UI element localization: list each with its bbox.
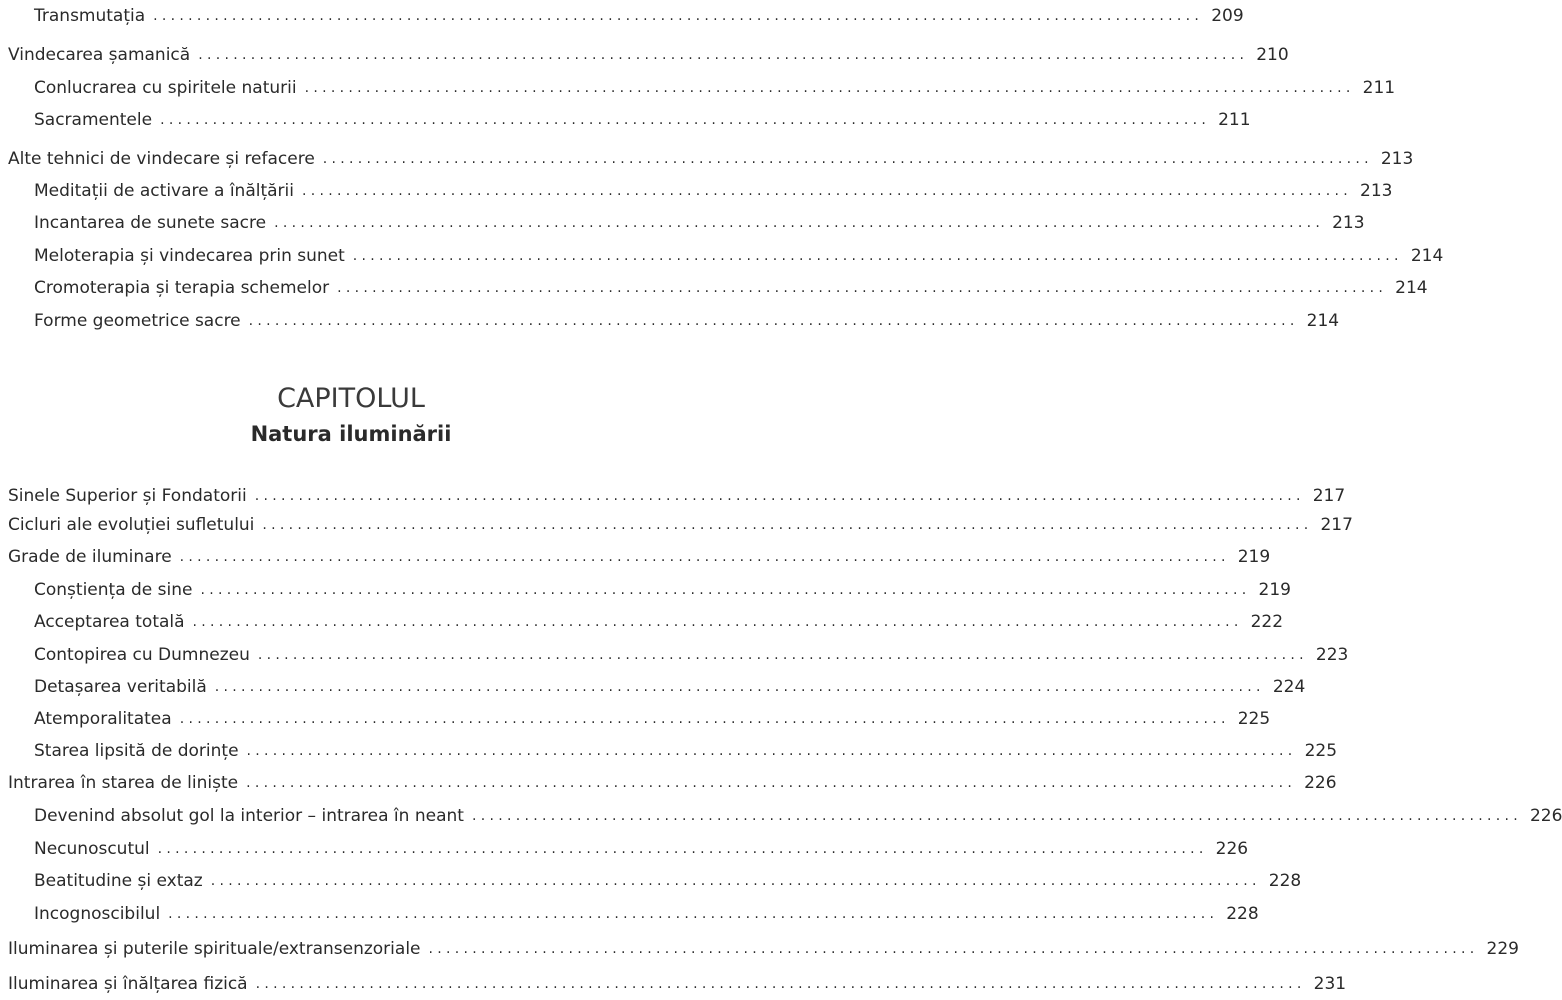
toc-entry-page: 209 — [1211, 6, 1244, 26]
dot-leader: ........................................................................................................................ — [246, 743, 1297, 759]
dot-leader: ........................................................................................................................ — [322, 151, 1373, 167]
toc-entry[interactable] — [8, 970, 1347, 994]
dot-leader: ........................................................................................................................ — [153, 8, 1204, 24]
toc-entry[interactable] — [34, 705, 1271, 729]
dot-leader: ........................................................................................................................ — [246, 775, 1297, 791]
toc-entry-label: Meditații de activare a înălțării — [34, 181, 294, 201]
toc-entry-page: 219 — [1237, 547, 1271, 567]
dot-leader: ........................................................................................................................ — [255, 976, 1306, 992]
toc-entry[interactable] — [8, 482, 1346, 506]
toc-entry-label: Forme geometrice sacre — [34, 311, 241, 331]
toc-entry-label: Necunoscutul — [34, 839, 150, 859]
dot-leader: ........................................................................................................................ — [179, 549, 1230, 565]
toc-entry-label: Atemporalitatea — [34, 709, 172, 729]
toc-entry-page: 210 — [1256, 45, 1289, 65]
dot-leader: ........................................................................................................................ — [192, 614, 1243, 630]
toc-entry[interactable] — [8, 935, 1519, 959]
dot-leader: ........................................................................................................................ — [301, 183, 1353, 199]
toc-entry-label: Iluminarea și puterile spirituale/extransenzoriale — [8, 939, 421, 959]
toc-entry[interactable] — [34, 576, 1291, 600]
toc-entry[interactable] — [34, 274, 1428, 298]
dot-leader: ........................................................................................................................ — [200, 582, 1251, 598]
toc-entry-page: 222 — [1250, 612, 1284, 632]
toc-entry[interactable] — [34, 802, 1562, 826]
toc-entry-page: 231 — [1313, 974, 1347, 994]
toc-entry-page: 225 — [1237, 709, 1271, 729]
toc-entry-label: Cicluri ale evoluției sufletului — [8, 515, 255, 535]
toc-entry-label: Acceptarea totală — [34, 612, 185, 632]
dot-leader: ........................................................................................................................ — [257, 647, 1308, 663]
dot-leader: ........................................................................................................................ — [337, 280, 1388, 296]
toc-entry-label: Grade de iluminare — [8, 547, 172, 567]
toc-entry-label: Iluminarea și înălțarea fizică — [8, 974, 248, 994]
dot-leader: ........................................................................................................................ — [198, 47, 1249, 63]
toc-entry-label: Vindecarea șamanică — [8, 45, 191, 65]
toc-entry[interactable] — [34, 106, 1251, 130]
toc-entry-page: 213 — [1360, 181, 1393, 201]
toc-entry[interactable] — [34, 2, 1244, 26]
toc-entry[interactable] — [34, 673, 1306, 697]
toc-entry-page: 225 — [1304, 741, 1338, 761]
toc-entry[interactable] — [34, 641, 1349, 665]
dot-leader: ........................................................................................................................ — [157, 841, 1208, 857]
toc-entry-label: Beatitudine și extaz — [34, 871, 203, 891]
toc-entry-page: 217 — [1312, 486, 1346, 506]
toc-entry-label: Incantarea de sunete sacre — [34, 213, 267, 233]
toc-entry-page: 219 — [1258, 580, 1291, 600]
toc-entry-page: 226 — [1215, 839, 1249, 859]
dot-leader: ........................................................................................................................ — [471, 808, 1522, 824]
toc-entry[interactable] — [34, 74, 1396, 98]
toc-entry-label: Contopirea cu Dumnezeu — [34, 645, 250, 665]
toc-entry-page: 211 — [1218, 110, 1251, 130]
dot-leader: ........................................................................................................................ — [179, 711, 1230, 727]
dot-leader: ........................................................................................................................ — [254, 488, 1305, 504]
toc-entry-page: 224 — [1272, 677, 1306, 697]
toc-entry[interactable] — [34, 867, 1302, 891]
toc-entry[interactable] — [8, 41, 1289, 65]
dot-leader: ........................................................................................................................ — [352, 248, 1403, 264]
toc-entry-label: Alte tehnici de vindecare și refacere — [8, 149, 315, 169]
toc-entry[interactable] — [34, 835, 1249, 859]
toc-entry[interactable] — [8, 145, 1414, 169]
toc-entry[interactable] — [34, 177, 1393, 201]
dot-leader: ........................................................................................................................ — [168, 906, 1219, 922]
toc-entry[interactable] — [34, 307, 1340, 331]
toc-entry[interactable] — [34, 209, 1365, 233]
toc-entry[interactable] — [34, 900, 1259, 924]
toc-entry-page: 223 — [1315, 645, 1349, 665]
toc-entry-label: Sacramentele — [34, 110, 153, 130]
toc-entry-page: 214 — [1410, 246, 1444, 266]
toc-entry-page: 226 — [1529, 806, 1562, 826]
toc-entry-page: 214 — [1395, 278, 1428, 298]
toc-entry-page: 213 — [1380, 149, 1414, 169]
toc-entry[interactable] — [8, 543, 1271, 567]
dot-leader: ........................................................................................................................ — [304, 80, 1355, 96]
toc-entry-page: 211 — [1362, 78, 1396, 98]
toc-entry-label: Sinele Superior și Fondatorii — [8, 486, 247, 506]
toc-entry[interactable] — [8, 511, 1353, 535]
dot-leader: ........................................................................................................................ — [274, 215, 1325, 231]
dot-leader: ........................................................................................................................ — [428, 941, 1479, 957]
toc-entry-label: Meloterapia și vindecarea prin sunet — [34, 246, 345, 266]
toc-entry-label: Conștiența de sine — [34, 580, 193, 600]
dot-leader: ........................................................................................................................ — [160, 112, 1211, 128]
toc-entry-label: Cromoterapia și terapia schemelor — [34, 278, 330, 298]
chapter-title: CAPITOLUL — [277, 383, 425, 414]
toc-entry-page: 228 — [1268, 871, 1302, 891]
dot-leader: ........................................................................................................................ — [262, 517, 1313, 533]
toc-entry-label: Intrarea în starea de liniște — [8, 773, 239, 793]
toc-entry[interactable] — [34, 608, 1284, 632]
dot-leader: ........................................................................................................................ — [214, 679, 1265, 695]
toc-entry-page: 217 — [1320, 515, 1353, 535]
toc-entry[interactable] — [34, 242, 1444, 266]
toc-entry-label: Conlucrarea cu spiritele naturii — [34, 78, 297, 98]
toc-entry-label: Devenind absolut gol la interior – intrarea în neant — [34, 806, 464, 826]
toc-entry-page: 214 — [1306, 311, 1340, 331]
toc-entry[interactable] — [8, 769, 1337, 793]
toc-entry-label: Transmutația — [34, 6, 146, 26]
toc-entry-page: 228 — [1226, 904, 1259, 924]
dot-leader: ........................................................................................................................ — [210, 873, 1261, 889]
toc-entry-label: Incognoscibilul — [34, 904, 161, 924]
chapter-subtitle: Natura iluminării — [250, 422, 452, 446]
toc-entry[interactable] — [34, 737, 1338, 761]
toc-entry-page: 229 — [1486, 939, 1519, 959]
toc-entry-label: Detașarea veritabilă — [34, 677, 207, 697]
toc-entry-page: 226 — [1304, 773, 1337, 793]
dot-leader: ........................................................................................................................ — [248, 313, 1299, 329]
toc-entry-label: Starea lipsită de dorințe — [34, 741, 239, 761]
toc-entry-page: 213 — [1332, 213, 1365, 233]
